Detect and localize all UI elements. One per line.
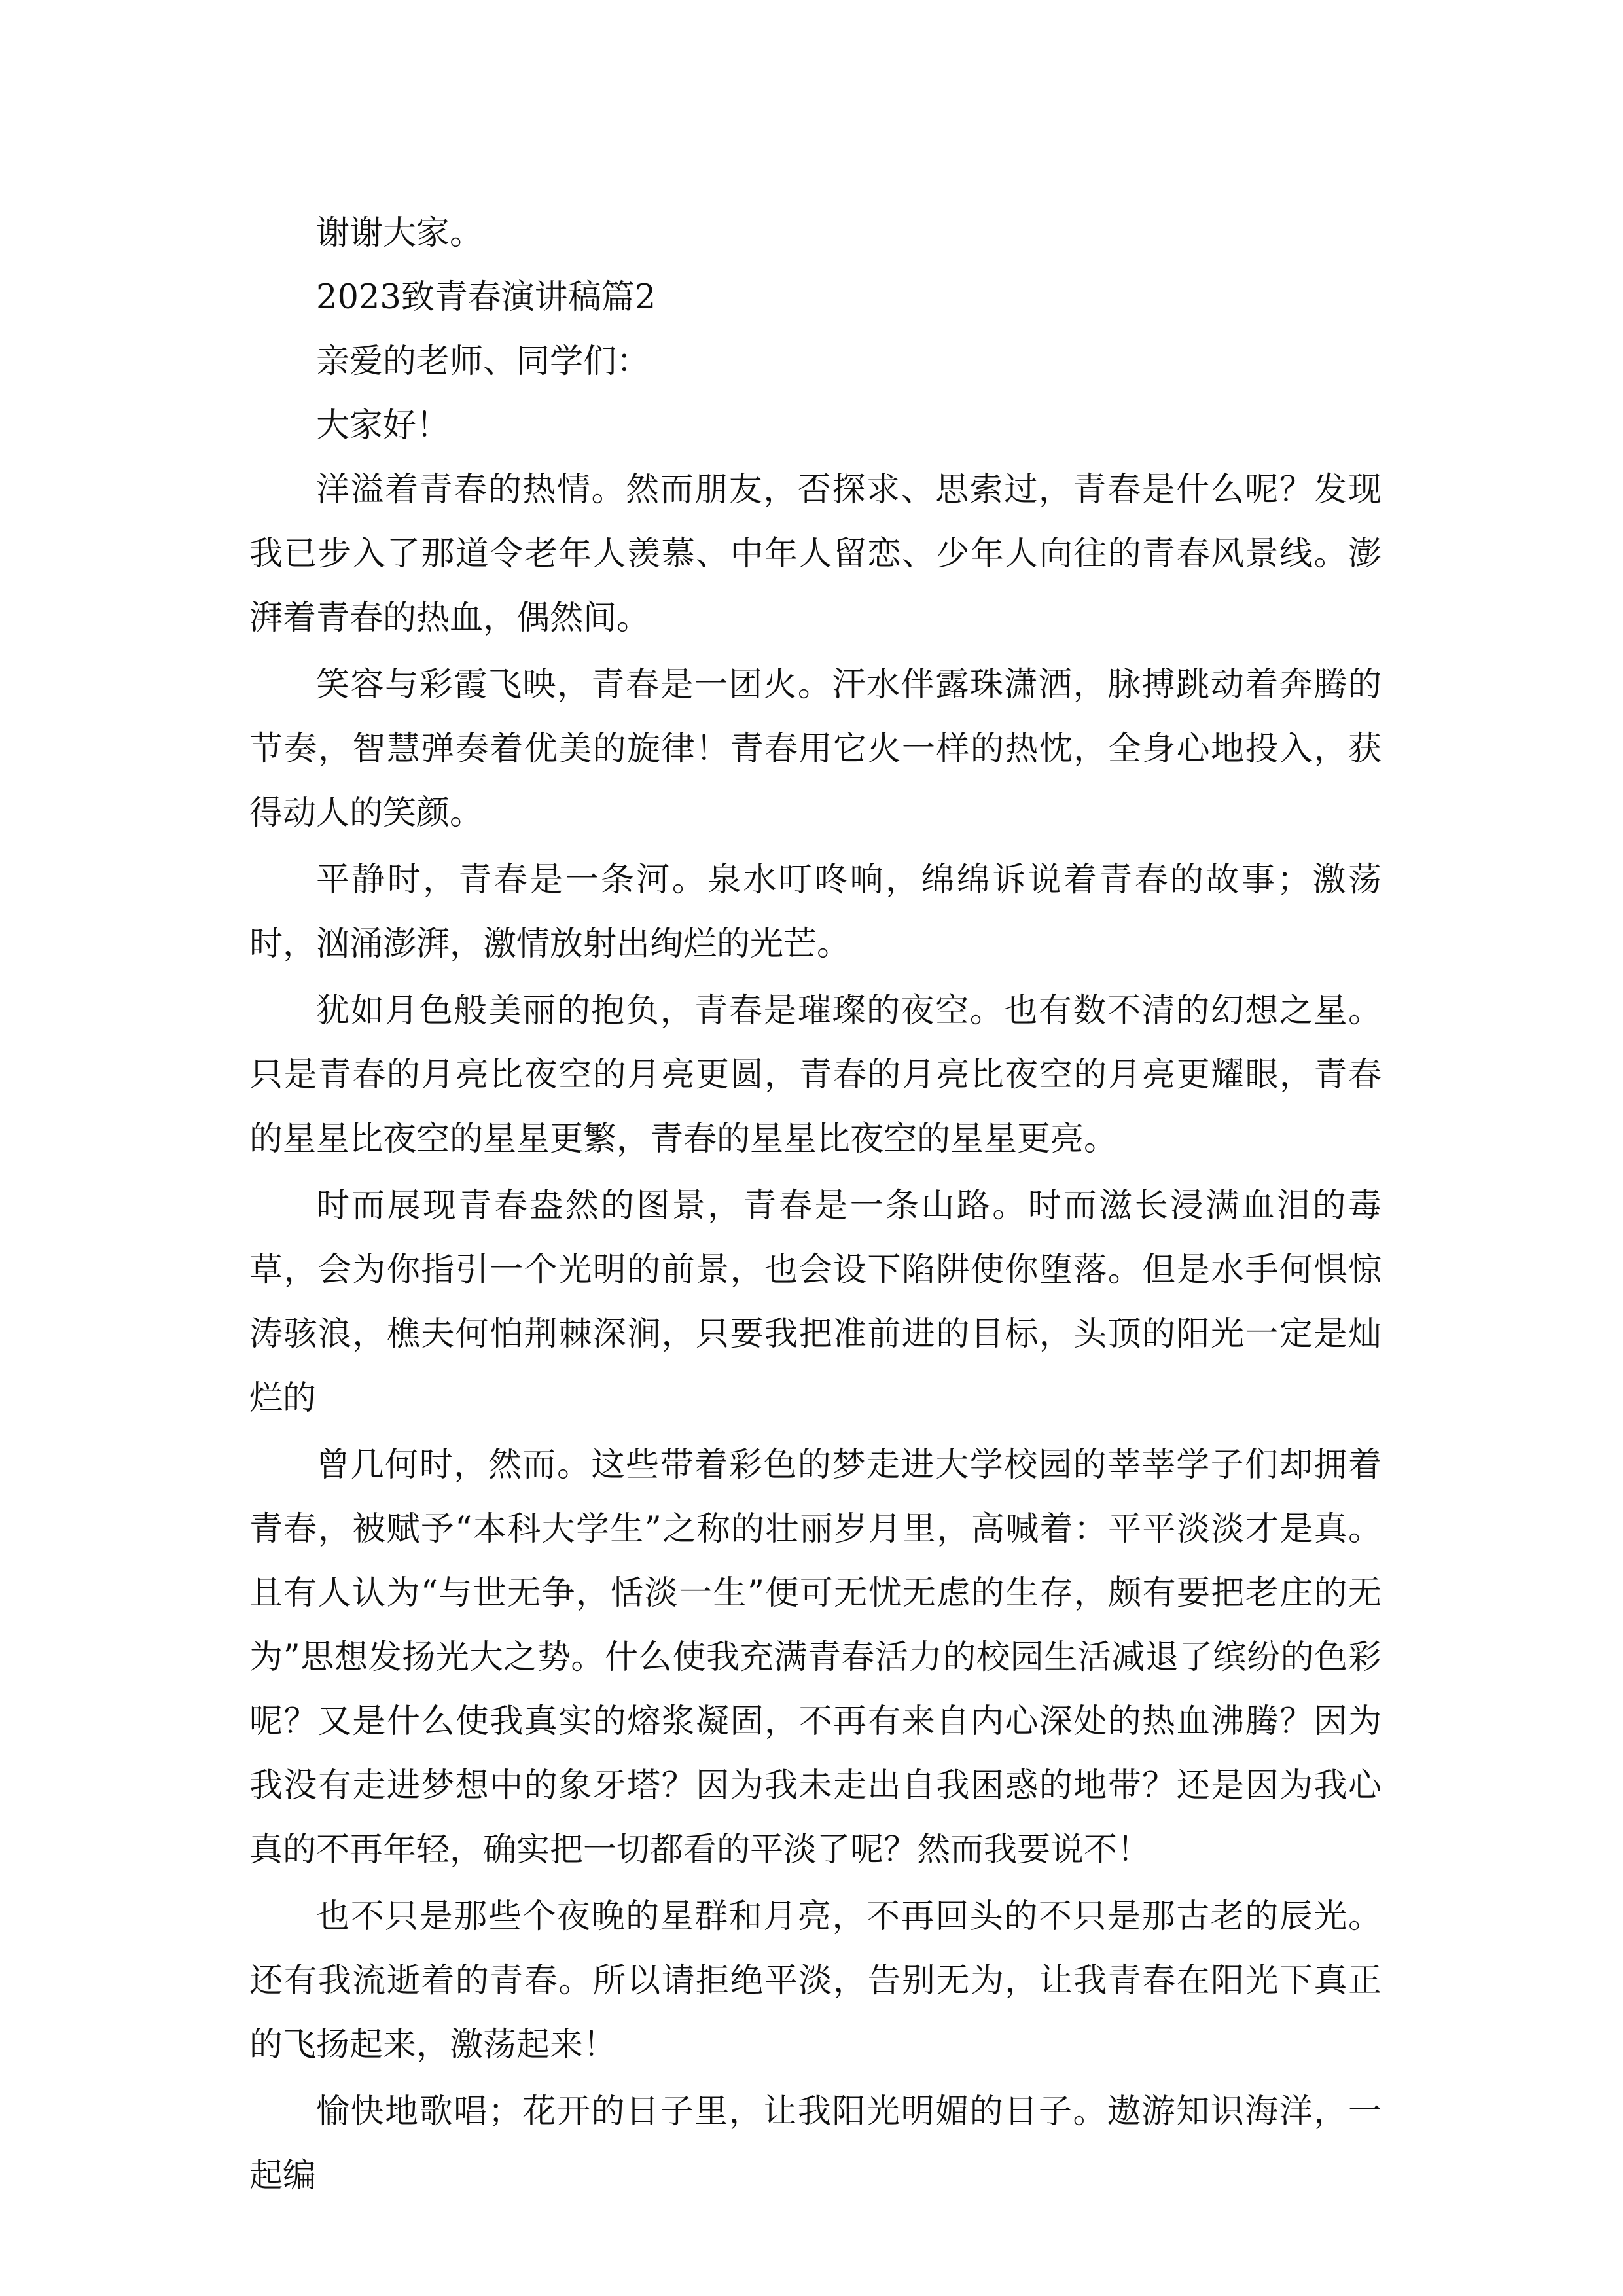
paragraph: 洋溢着青春的热情。然而朋友，否探求、思索过，青春是什么呢？发现我已步入了那道令老年人羡慕、中年人留恋、少年人向往的青春风景线。澎湃着青春的热血，偶然间。 [249, 471, 1382, 637]
paragraph: 愉快地歌唱；花开的日子里，让我阳光明媚的日子。遨游知识海洋，一起编 [249, 2092, 1382, 2195]
document-body [249, 202, 1382, 2211]
paragraph: 也不只是那些个夜晚的星群和月亮，不再回头的不只是那古老的辰光。还有我流逝着的青春。所以请拒绝平淡，告别无为，让我青春在阳光下真正的飞扬起来，激荡起来！ [249, 1897, 1382, 2064]
paragraph: 曾几何时，然而。这些带着彩色的梦走进大学校园的莘莘学子们却拥着青春，被赋予“本科大学生”之称的壮丽岁月里，高喊着：平平淡淡才是真。且有人认为“与世无争，恬淡一生”便可无忧无虑的生存，颇有要把老庄的无为”思想发扬光大之势。什么使我充满青春活力的校园生活减退了缤纷的色彩呢？又是什么使我真实的熔浆凝固，不再有来自内心深处的热血沸腾？因为我没有走进梦想中的象牙塔？因为我未走出自我困惑的地带？还是因为我心真的不再年轻，确实把一切都看的平淡了呢？然而我要说不！ [249, 1446, 1382, 1869]
closing-line: 谢谢大家。 [316, 214, 484, 253]
paragraph: 笑容与彩霞飞映，青春是一团火。汗水伴露珠潇洒，脉搏跳动着奔腾的节奏，智慧弹奏着优美的旋律！青春用它火一样的热忱，全身心地投入，获得动人的笑颜。 [249, 666, 1382, 833]
paragraph: 犹如月色般美丽的抱负，青春是璀璨的夜空。也有数不清的幻想之星。只是青春的月亮比夜空的月亮更圆，青春的月亮比夜空的月亮更耀眼，青春的星星比夜空的星星更繁，青春的星星比夜空的星星更亮。 [249, 992, 1382, 1158]
salutation: 亲爱的老师、同学们： [316, 342, 651, 381]
paragraph: 时而展现青春盎然的图景，青春是一条山路。时而滋长浸满血泪的毒草，会为你指引一个光明的前景，也会设下陷阱使你堕落。但是水手何惧惊涛骇浪，樵夫何怕荆棘深涧，只要我把准前进的目标，头顶的阳光一定是灿烂的 [249, 1187, 1382, 1418]
greeting: 大家好！ [316, 406, 450, 445]
section-title: 2023致青春演讲稿篇2 [316, 278, 656, 317]
paragraph: 平静时，青春是一条河。泉水叮咚响，绵绵诉说着青春的故事；激荡时，汹涌澎湃，激情放射出绚烂的光芒。 [249, 861, 1382, 963]
